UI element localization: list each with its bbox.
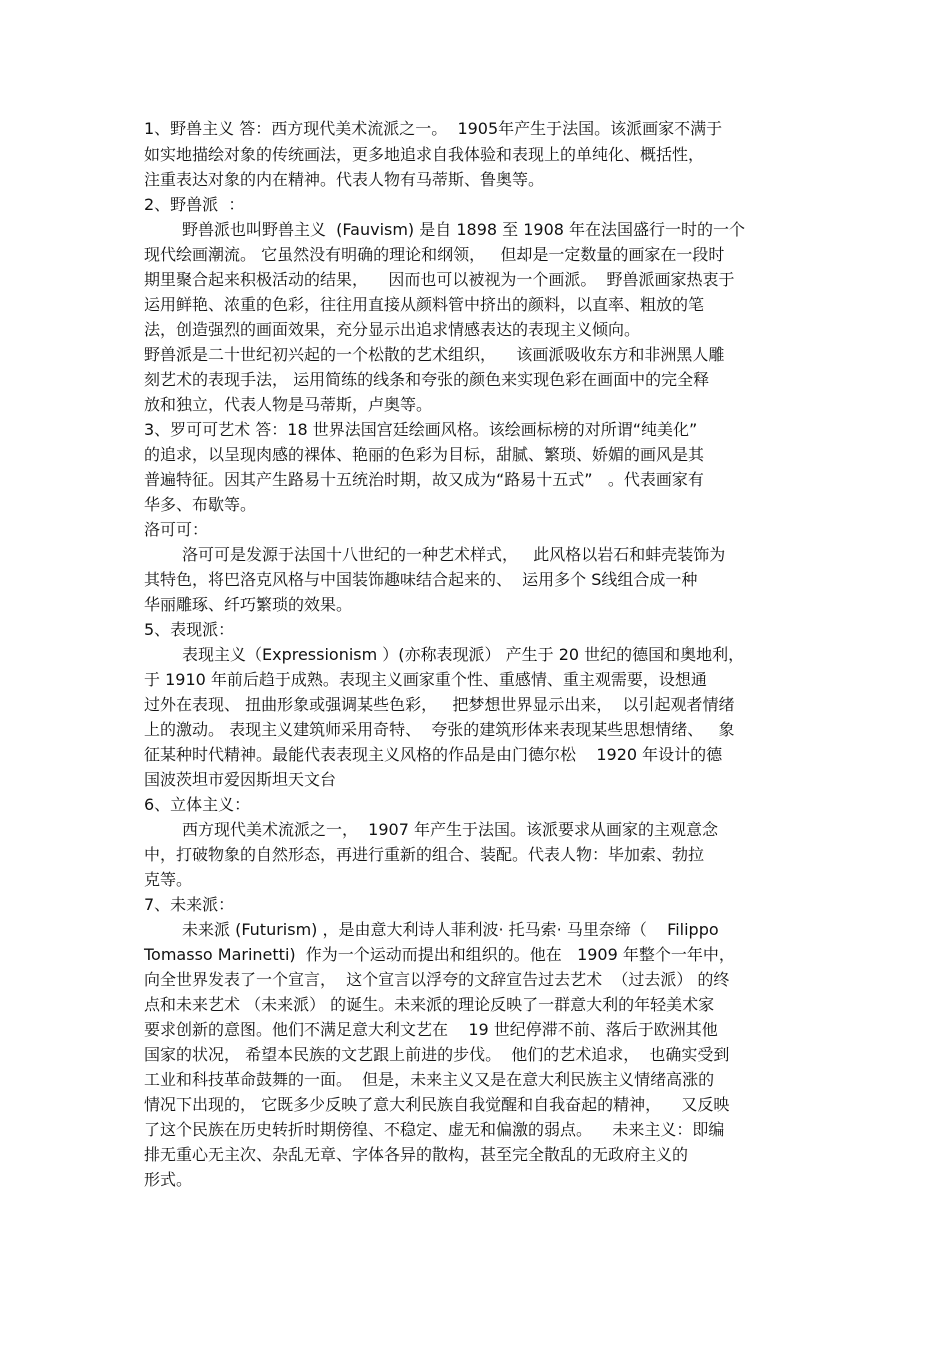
text-line: 国波茨坦市爱因斯坦天文台 bbox=[144, 770, 337, 789]
text-line: 点和未来艺术 （未来派） 的诞生。未来派的理论反映了一群意大利的年轻美术家 bbox=[144, 995, 715, 1014]
text-line: 野兽派是二十世纪初兴起的一个松散的艺术组织， 该画派吸收东方和非洲黑人雕 bbox=[144, 345, 725, 364]
text-line: 法，创造强烈的画面效果，充分显示出追求情感表达的表现主义倾向。 bbox=[144, 320, 641, 339]
text-line: 洛可可是发源于法国十八世纪的一种艺术样式， 此风格以岩石和蚌壳装饰为 bbox=[182, 545, 726, 564]
text-line: 其特色，将巴洛克风格与中国装饰趣味结合起来的、 运用多个 S线组合成一种 bbox=[144, 570, 698, 589]
section-heading: 洛可可： bbox=[144, 520, 209, 539]
text-line: 华丽雕琢、纤巧繁琐的效果。 bbox=[144, 595, 353, 614]
text-line: 运用鲜艳、浓重的色彩，往往用直接从颜料管中挤出的颜料，以直率、粗放的笔 bbox=[144, 295, 705, 314]
text-line: 征某种时代精神。最能代表表现主义风格的作品是由门德尔松 1920 年设计的德 bbox=[144, 745, 723, 764]
text-line: Tomasso Marinetti) 作为一个运动而提出和组织的。他在 1909 年整个一年中， bbox=[144, 945, 735, 964]
text-line: 未来派 (Futurism) ，是由意大利诗人菲利波· 托马索· 马里奈缔（ Filippo bbox=[182, 920, 719, 939]
text-line: 上的激动。 表现主义建筑师采用奇特、 夸张的建筑形体来表现某些思想情绪、 象 bbox=[144, 720, 735, 739]
text-line: 中，打破物象的自然形态，再进行重新的组合、装配。代表人物：毕加索、勃拉 bbox=[144, 845, 705, 864]
text-line: 1、野兽主义 答：西方现代美术流派之一。 1905年产生于法国。该派画家不满于 bbox=[144, 119, 723, 138]
text-line: 排无重心无主次、杂乱无章、字体各异的散构，甚至完全散乱的无政府主义的 bbox=[144, 1145, 689, 1164]
text-line: 国家的状况， 希望本民族的文艺跟上前进的步伐。 他们的艺术追求， 也确实受到 bbox=[144, 1045, 730, 1064]
section-heading: 5、表现派： bbox=[144, 620, 235, 639]
section-heading: 6、立体主义： bbox=[144, 795, 251, 814]
text-line: 期里聚合起来积极活动的结果， 因而也可以被视为一个画派。 野兽派画家热衷于 bbox=[144, 270, 735, 289]
text-line: 西方现代美术流派之一， 1907 年产生于法国。该派要求从画家的主观意念 bbox=[182, 820, 718, 839]
text-line: 野兽派也叫野兽主义 (Fauvism) 是自 1898 至 1908 年在法国盛行一时的一个 bbox=[182, 220, 746, 239]
text-line: 于 1910 年前后趋于成熟。表现主义画家重个性、重感情、重主观需要，设想通 bbox=[144, 670, 707, 689]
text-line: 的追求，以呈现肉感的裸体、艳丽的色彩为目标，甜腻、繁琐、娇媚的画风是其 bbox=[144, 445, 705, 464]
text-line: 克等。 bbox=[144, 870, 193, 889]
text-line: 过外在表现、 扭曲形象或强调某些色彩， 把梦想世界显示出来， 以引起观者情绪 bbox=[144, 695, 735, 714]
section-heading: 2、野兽派 ： bbox=[144, 195, 245, 214]
text-line: 形式。 bbox=[144, 1170, 193, 1189]
text-line: 表现主义（Expressionism ）(亦称表现派） 产生于 20 世纪的德国和奥地利， bbox=[182, 645, 745, 664]
text-line: 情况下出现的， 它既多少反映了意大利民族自我觉醒和自我奋起的精神， 又反映 bbox=[144, 1095, 730, 1114]
text-line: 放和独立，代表人物是马蒂斯，卢奥等。 bbox=[144, 395, 433, 414]
text-line: 普遍特征。因其产生路易十五统治时期，故又成为“路易十五式” 。代表画家有 bbox=[144, 470, 704, 489]
text-line: 华多、布歇等。 bbox=[144, 495, 257, 514]
text-line: 如实地描绘对象的传统画法，更多地追求自我体验和表现上的单纯化、概括性， bbox=[144, 145, 705, 164]
text-line: 现代绘画潮流。 它虽然没有明确的理论和纲领， 但却是一定数量的画家在一段时 bbox=[144, 245, 725, 264]
section-heading: 3、罗可可艺术 答：18 世界法国宫廷绘画风格。该绘画标榜的对所谓“纯美化” bbox=[144, 420, 698, 439]
section-heading: 7、未来派： bbox=[144, 895, 235, 914]
text-line: 注重表达对象的内在精神。代表人物有马蒂斯、鲁奥等。 bbox=[144, 170, 545, 189]
text-line: 工业和科技革命鼓舞的一面。 但是，未来主义又是在意大利民族主义情绪高涨的 bbox=[144, 1070, 715, 1089]
text-line: 向全世界发表了一个宣言， 这个宣言以浮夸的文辞宣告过去艺术 （过去派） 的终 bbox=[144, 970, 730, 989]
text-line: 要求创新的意图。他们不满足意大利文艺在 19 世纪停滞不前、落后于欧洲其他 bbox=[144, 1020, 718, 1039]
text-line: 了这个民族在历史转折时期傍徨、不稳定、虚无和偏激的弱点。 未来主义：即编 bbox=[144, 1120, 725, 1139]
text-line: 刻艺术的表现手法， 运用简练的线条和夸张的颜色来实现色彩在画面中的完全释 bbox=[144, 370, 710, 389]
